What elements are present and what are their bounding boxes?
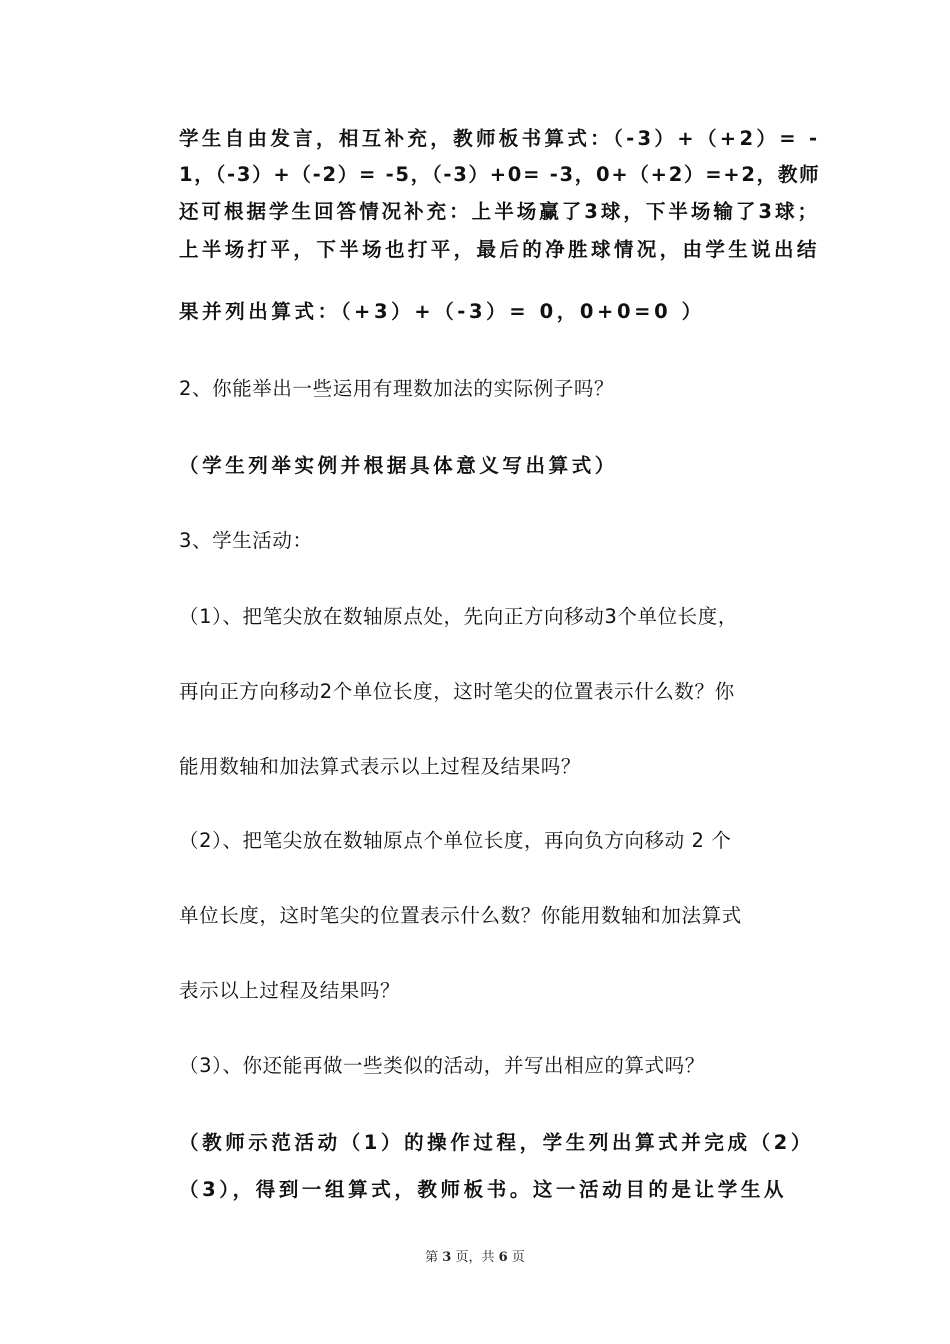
- question-heading: 2、你能举出一些运用有理数加法的实际例子吗？: [179, 377, 615, 400]
- paragraph-line: （3）、你还能再做一些类似的活动，并写出相应的算式吗？: [179, 1054, 705, 1077]
- paragraph-line: 能用数轴和加法算式表示以上过程及结果吗？: [179, 755, 582, 778]
- footer-middle: 页，共: [455, 1250, 495, 1265]
- total-page-number: 6: [498, 1250, 508, 1265]
- paragraph-line: 果并列出算式：（+3）+（-3）= 0，0+0=0 ）: [179, 300, 705, 323]
- paragraph-line: 上半场打平，下半场也打平，最后的净胜球情况，由学生说出结: [179, 238, 820, 261]
- footer-prefix: 第: [425, 1250, 439, 1265]
- paragraph-line: 1，（-3）+（-2）= -5，（-3）+0= -3，0+（+2）=+2，教师: [179, 163, 821, 186]
- paragraph-line: 再向正方向移动2个单位长度，这时笔尖的位置表示什么数？你: [179, 680, 735, 703]
- paragraph-line: （学生列举实例并根据具体意义写出算式）: [179, 454, 618, 477]
- paragraph-line: 还可根据学生回答情况补充：上半场赢了3球，下半场输了3球；: [179, 200, 821, 223]
- paragraph-line: （教师示范活动（1）的操作过程，学生列出算式并完成（2）: [179, 1131, 814, 1154]
- current-page-number: 3: [442, 1250, 452, 1265]
- paragraph-line: 学生自由发言，相互补充，教师板书算式：（-3）+（+2）= -: [179, 127, 821, 150]
- section-heading: 3、学生活动：: [179, 529, 313, 552]
- paragraph-line: （1）、把笔尖放在数轴原点处，先向正方向移动3个单位长度，: [179, 605, 738, 628]
- paragraph-line: 单位长度，这时笔尖的位置表示什么数？你能用数轴和加法算式: [179, 904, 742, 927]
- paragraph-line: 表示以上过程及结果吗？: [179, 979, 401, 1002]
- paragraph-line: （3），得到一组算式，教师板书。这一活动目的是让学生从: [179, 1178, 788, 1201]
- footer-suffix: 页: [511, 1250, 525, 1265]
- paragraph-line: （2）、把笔尖放在数轴原点个单位长度，再向负方向移动 2 个: [179, 829, 732, 852]
- page-footer: [0, 1246, 950, 1265]
